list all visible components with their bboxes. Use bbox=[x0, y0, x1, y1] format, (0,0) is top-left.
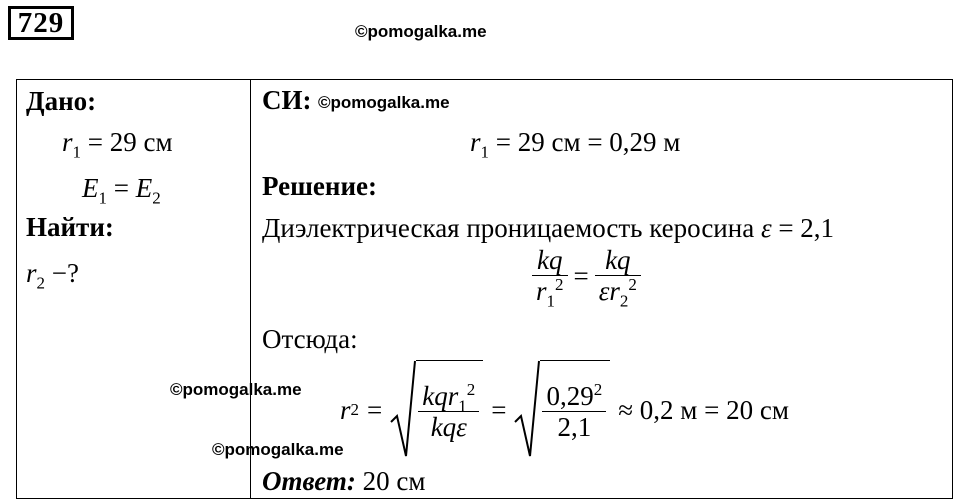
problem-number: 729 bbox=[8, 6, 74, 40]
column-divider bbox=[250, 79, 251, 499]
solution-heading: Решение: bbox=[262, 171, 377, 201]
answer-label: Ответ: bbox=[262, 466, 356, 496]
solution-statement: Диэлектрическая проницаемость керосина ε = 2,1 bbox=[262, 213, 835, 243]
find-r2: $r_2$ −? bbox=[26, 258, 79, 293]
si-conversion: $r_1 = 29$ см = 0,29 м bbox=[470, 127, 681, 162]
watermark-bottom: ©pomogalka.me bbox=[212, 440, 344, 459]
result-formula: r 2 = $\frac{kqr_1^2}{\text{kqε}}$ = $\frac{0,29^2}{2,1}$ ≈ 0,2 м = 20 см bbox=[340, 360, 789, 460]
watermark-left: ©pomogalka.me bbox=[170, 380, 302, 399]
given-heading: Дано: bbox=[26, 86, 97, 116]
watermark: ©pomogalka.me bbox=[355, 22, 487, 41]
hence-label: Отсюда: bbox=[262, 324, 358, 354]
answer-value: 20 см bbox=[362, 466, 426, 496]
equation: $\frac{kq}{r_1^2}$ = $\frac{kq}{\varepsilon r_2^2}$ bbox=[532, 245, 641, 306]
watermark-si: ©pomogalka.me bbox=[318, 93, 450, 112]
given-r1: $r_1 = 29$ см bbox=[62, 127, 173, 162]
sqrt-sign-icon bbox=[390, 360, 416, 460]
sqrt-sign-icon bbox=[514, 360, 540, 460]
find-heading: Найти: bbox=[26, 212, 114, 242]
answer bbox=[262, 466, 425, 496]
si-heading: СИ: bbox=[262, 85, 312, 115]
given-e-equality: $E_1 = E_2$ bbox=[82, 173, 161, 208]
